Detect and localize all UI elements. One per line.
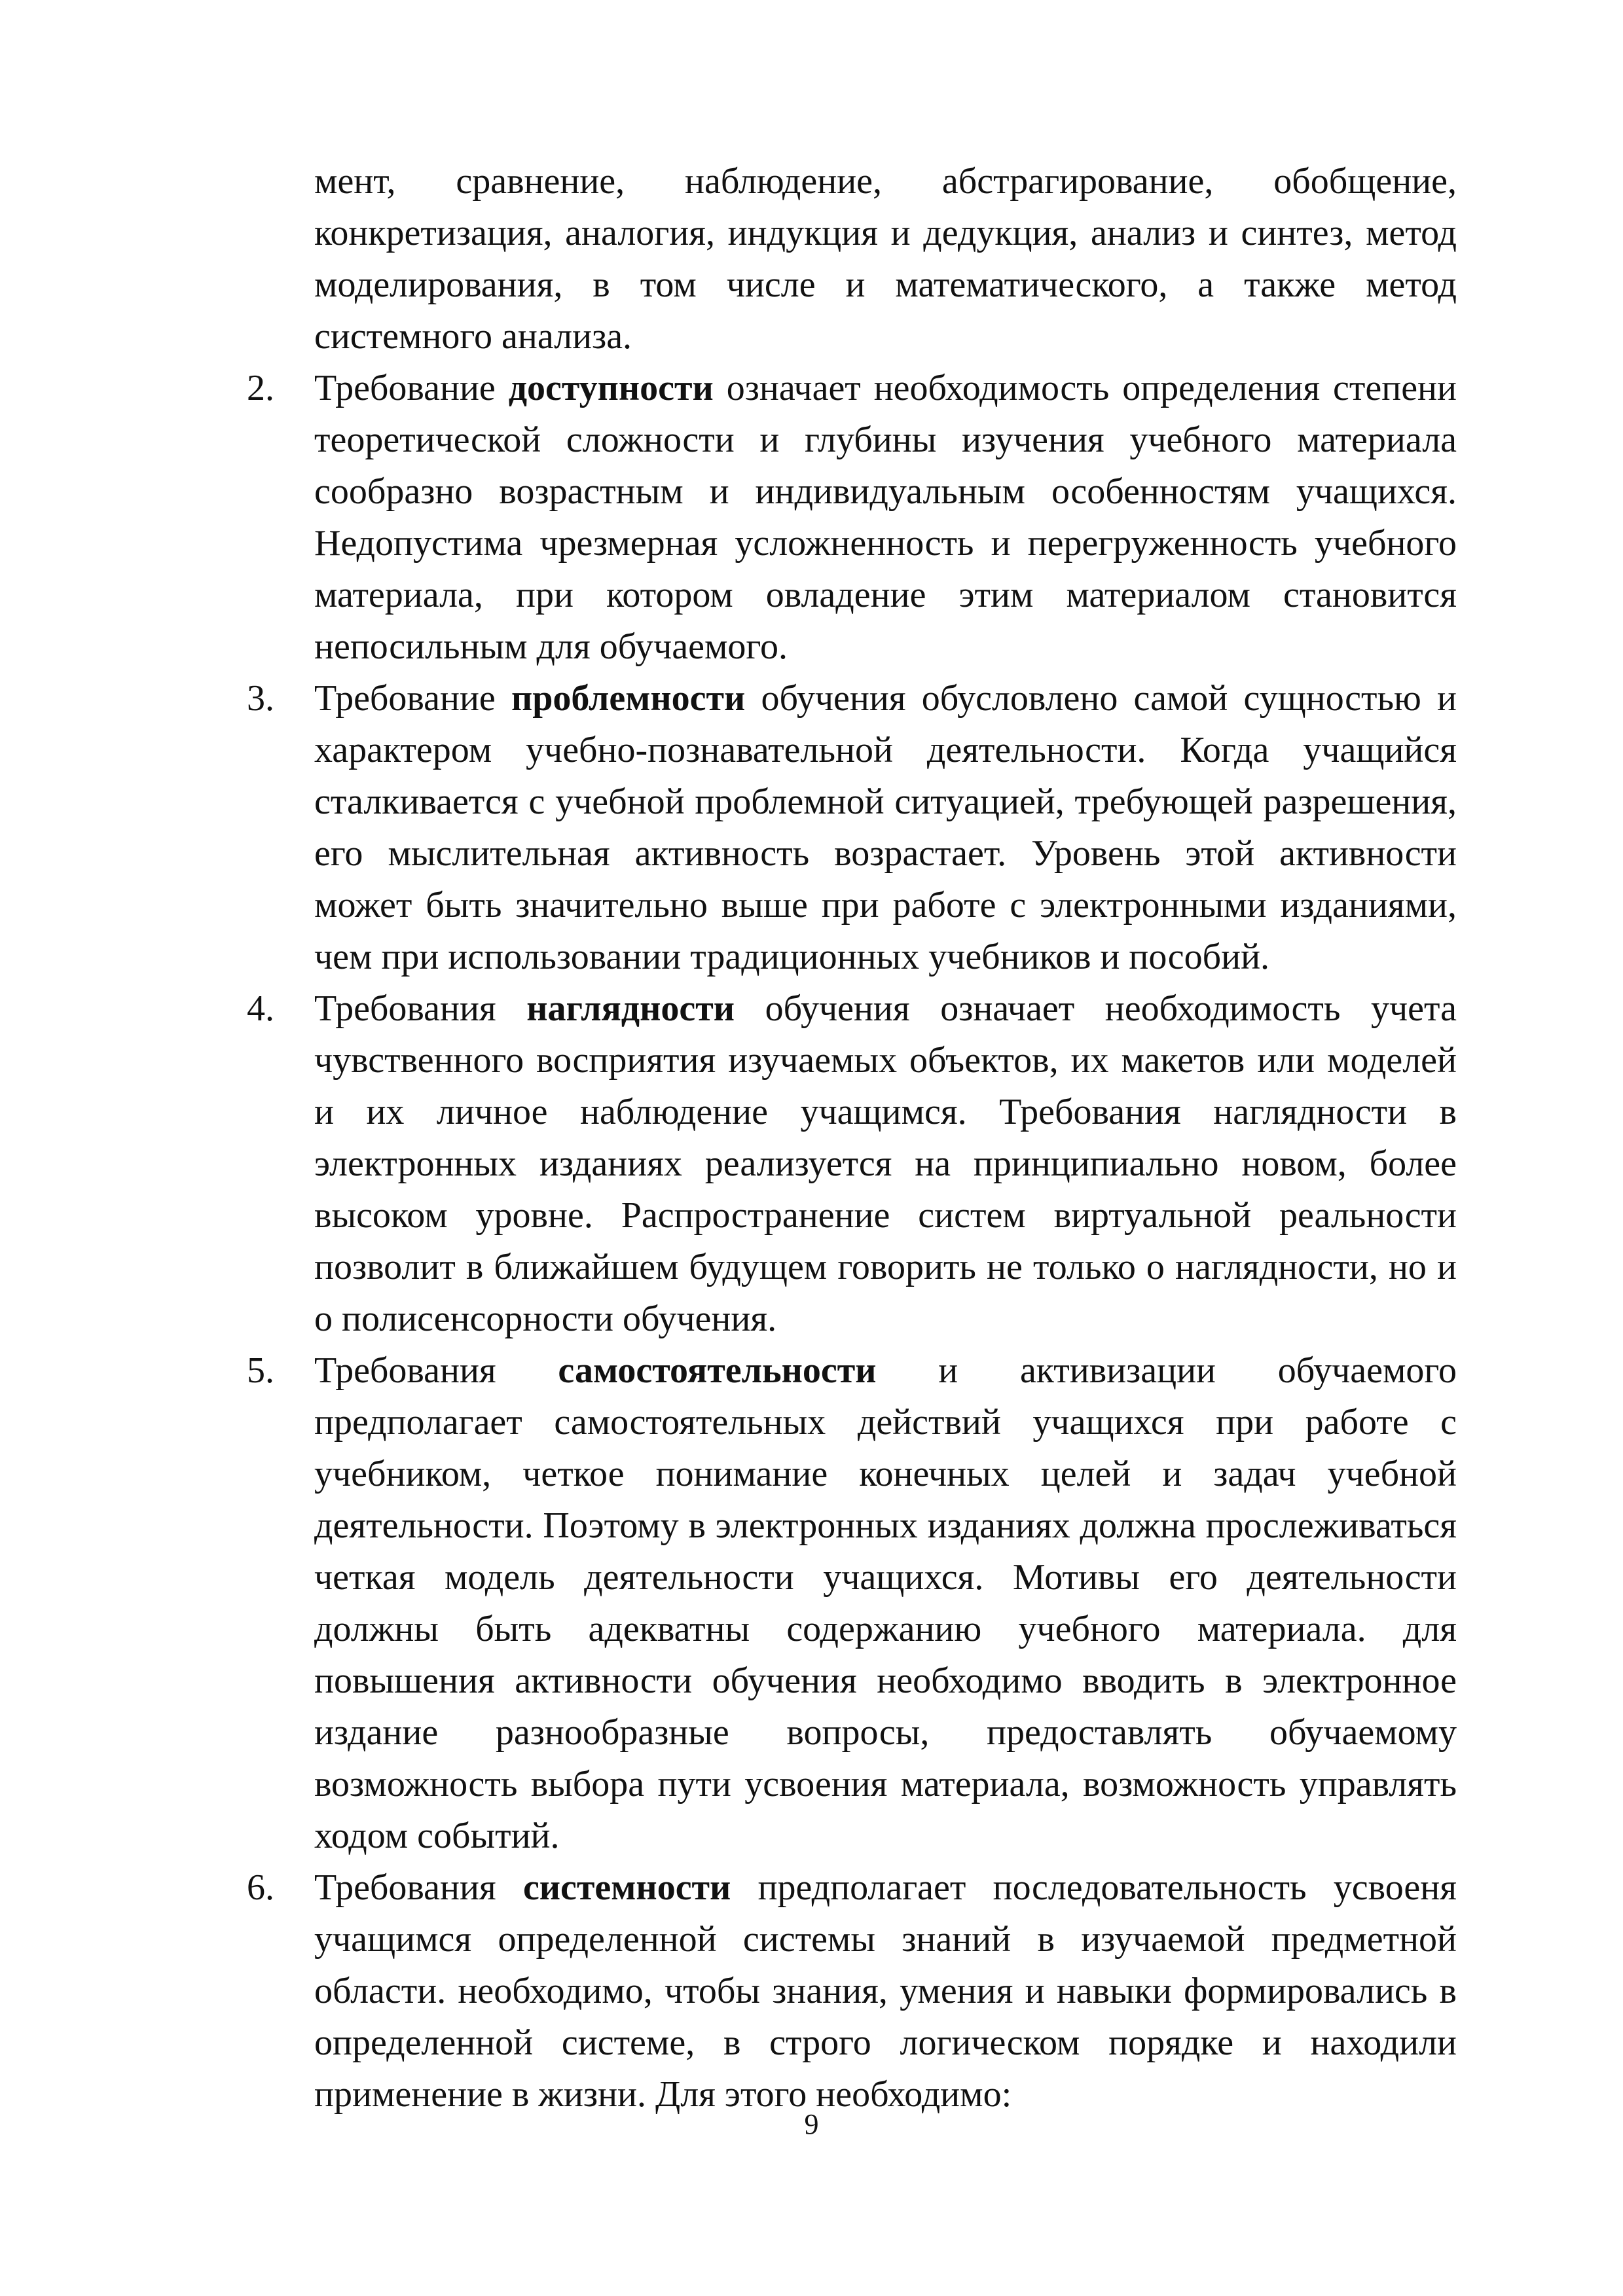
list-lead: Требования	[314, 988, 527, 1029]
list-text	[314, 988, 1457, 1339]
list-text	[314, 678, 1457, 977]
list-item-6	[247, 1862, 1457, 2121]
list-number: 3.	[247, 678, 274, 719]
list-body: предполагает последовательность усвоеня учащимся определенной системы знаний в изучаемой предметной области. необходимо, чтобы знания, умения и навыки формировались в определенной системе, в строго логическом порядке и находили применение в жизни. Для этого необходимо:	[314, 1867, 1457, 2115]
list-number: 2.	[247, 368, 274, 408]
list-keyword: системности	[522, 1867, 731, 1908]
list-text	[314, 1350, 1457, 1856]
list-keyword: наглядности	[526, 988, 735, 1029]
list-number: 4.	[247, 988, 274, 1029]
list-item-5	[247, 1345, 1457, 1862]
list-body: обучения означает необходимость учета чувственного восприятия изучаемых объектов, их макетов или моделей и их личное наблюдение учащимся. Требования наглядности в электронных изданиях реализуется на принципиально новом, более высоком уровне. Распространение систем виртуальной реальности позволит в ближайшем будущем говорить не только о наглядности, но и о полисенсорности обучения.	[314, 988, 1457, 1339]
continuation-paragraph: мент, сравнение, наблюдение, абстрагирование, обобщение, конкретизация, аналогия, индукция и дедукция, анализ и синтез, метод моделирования, в том числе и математического, а также метод системного анализа.	[314, 161, 1457, 357]
list-lead: Требование	[314, 368, 509, 408]
list-lead: Требования	[314, 1867, 523, 1908]
list-item-4	[247, 983, 1457, 1345]
list-text	[314, 368, 1457, 667]
list-keyword: проблемности	[511, 678, 746, 719]
list-number: 6.	[247, 1867, 274, 1908]
list-item-3	[247, 673, 1457, 983]
list-item-2	[247, 363, 1457, 673]
list-lead: Требования	[314, 1350, 558, 1391]
page-body	[247, 156, 1457, 2121]
list-number: 5.	[247, 1350, 274, 1391]
list-body: и активизации обучаемого предполагает самостоятельных действий учащихся при работе с учебником, четкое понимание конечных целей и задач учебной деятельности. Поэтому в электронных изданиях должна прослеживаться четкая модель деятельности учащихся. Мотивы его деятельности должны быть адекватны содержанию учебного материала. для повышения активности обучения необходимо вводить в электронное издание разнообразные вопросы, предоставлять обучаемому возможность выбора пути усвоения материала, возможность управлять ходом событий.	[314, 1350, 1457, 1856]
page-number: 9	[804, 2108, 819, 2140]
list-body: означает необходимость определения степени теоретической сложности и глубины изучения учебного материала сообразно возрастным и индивидуальным особенностям учащихся. Недопустима чрезмерная усложненность и перегруженность учебного материала, при котором овладение этим материалом становится непосильным для обучаемого.	[314, 368, 1457, 667]
list-keyword: доступности	[508, 368, 714, 408]
list-keyword: самостоятельности	[558, 1350, 877, 1391]
list-text	[314, 1867, 1457, 2115]
list-lead: Требование	[314, 678, 511, 719]
list-body: обучения обусловлено самой сущностью и характером учебно-познавательной деятельности. Когда учащийся сталкивается с учебной проблемной ситуацией, требующей разрешения, его мыслительная активность возрастает. Уровень этой активности может быть значительно выше при работе с электронными изданиями, чем при использовании традиционных учебников и пособий.	[314, 678, 1457, 977]
